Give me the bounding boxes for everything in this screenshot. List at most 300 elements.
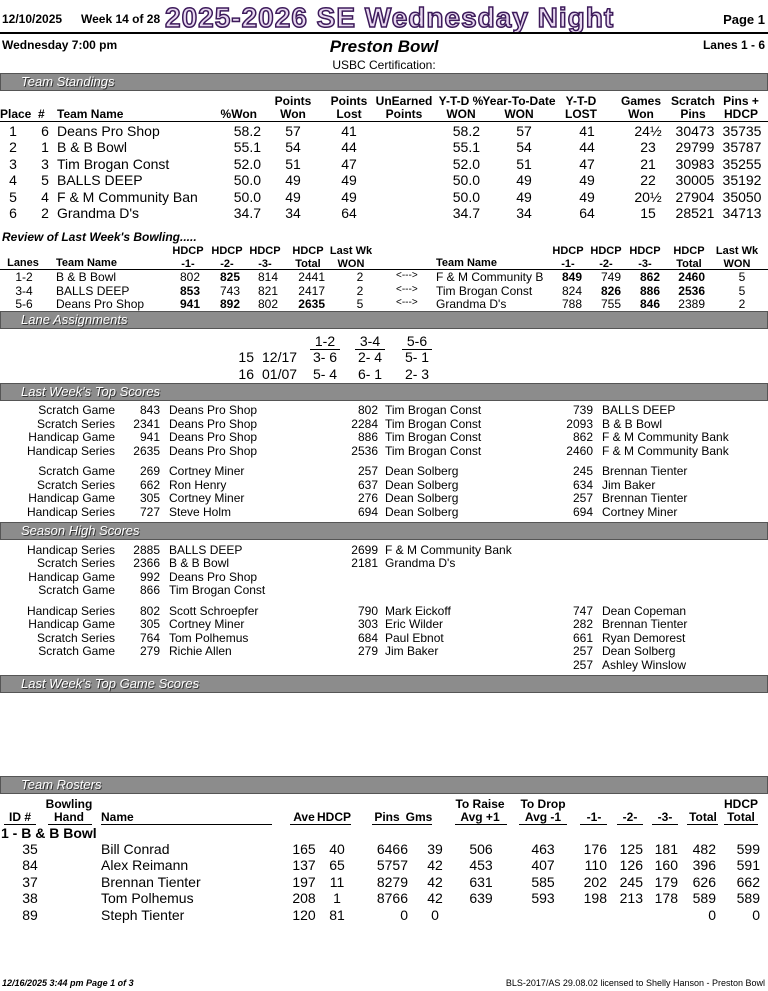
roster-id: 37 (22, 874, 38, 890)
footer-printed: 12/16/2025 3:44 pm Page 1 of 3 (2, 978, 134, 988)
score-name: Dean Solberg (385, 491, 459, 505)
roster-hdcp-total: 591 (736, 857, 760, 873)
standings-cell: 44 (579, 139, 595, 155)
roster-pins: 8766 (376, 890, 408, 906)
roster-id: 89 (22, 907, 38, 923)
lane-pair: 2- 3 (404, 366, 430, 382)
review-title: Review of Last Week's Bowling..... (2, 230, 197, 244)
standings-cell: 4 (41, 189, 49, 205)
roster-total: 0 (708, 907, 716, 923)
roster-drop: 593 (531, 890, 555, 906)
standings-cell: 41 (579, 123, 595, 139)
review-score: 2460 (678, 270, 705, 284)
standings-cell: 50.0 (452, 172, 480, 188)
standings-header: Points Won (274, 94, 312, 121)
standings-cell: Tim Brogan Const (57, 156, 170, 172)
roster-ave: 137 (292, 857, 316, 873)
score-name: Tim Brogan Const (169, 583, 266, 597)
roster-raise: 506 (469, 841, 493, 857)
review-arrow-icon: <---> (396, 284, 418, 295)
usbc-cert: USBC Certification: (332, 58, 436, 72)
review-score: 743 (219, 284, 240, 298)
standings-header: Points Lost (330, 94, 368, 121)
roster-raise: 639 (469, 890, 493, 906)
roster-name: Steph Tienter (101, 907, 185, 923)
standings-cell: 30983 (675, 156, 715, 172)
roster-header: HDCP Total (723, 797, 758, 824)
roster-hdcp: 65 (329, 857, 345, 873)
review-header: HDCP -1- (552, 245, 584, 270)
score-name: Tim Brogan Const (385, 430, 482, 444)
standings-cell: F & M Community Ban (57, 189, 198, 205)
score-name: BALLS DEEP (602, 403, 676, 417)
score-name: Richie Allen (169, 644, 232, 658)
score-value: 866 (139, 583, 160, 597)
score-value: 661 (572, 631, 593, 645)
review-score: 749 (600, 270, 621, 284)
score-name: Brennan Tienter (602, 464, 688, 478)
report-date: 12/10/2025 (2, 12, 63, 26)
roster-id: 84 (22, 857, 38, 873)
review-score: 825 (219, 270, 240, 284)
score-category: Scratch Series (36, 417, 115, 431)
review-score: 2389 (678, 297, 705, 311)
review-score: 862 (639, 270, 660, 284)
score-value: 305 (139, 617, 160, 631)
review-team: B & B Bowl (56, 270, 117, 284)
standings-cell: 1 (41, 139, 49, 155)
standings-cell: 49 (341, 189, 357, 205)
score-value: 637 (357, 478, 378, 492)
score-name: Dean Solberg (385, 478, 459, 492)
review-score: 824 (561, 284, 582, 298)
review-header: HDCP -2- (211, 245, 243, 270)
standings-cell: 4 (9, 172, 17, 188)
review-arrow-icon: <---> (396, 270, 418, 281)
roster-game1: 198 (583, 890, 607, 906)
lane-header: 1-2 (310, 333, 340, 350)
standings-cell: 49 (516, 189, 532, 205)
review-won: 2 (356, 270, 364, 284)
review-score: 2441 (298, 270, 325, 284)
standings-cell: 15 (640, 205, 656, 221)
roster-header-rule (724, 824, 758, 825)
roster-header: -3- (657, 810, 673, 824)
score-name: Deans Pro Shop (169, 417, 258, 431)
roster-header: Ave (293, 810, 315, 824)
standings-cell: BALLS DEEP (57, 172, 143, 188)
roster-name: Brennan Tienter (101, 874, 201, 890)
roster-game1: 110 (584, 857, 607, 873)
standings-header: Pins + HDCP (723, 94, 759, 121)
roster-name: Bill Conrad (101, 841, 170, 857)
roster-id: 35 (22, 841, 38, 857)
roster-hdcp-total: 589 (736, 890, 760, 906)
standings-header: # (38, 107, 45, 121)
score-value: 2341 (133, 417, 160, 431)
standings-cell: 30005 (675, 172, 715, 188)
score-value: 257 (572, 658, 593, 672)
review-lanes: 3-4 (15, 284, 33, 298)
standings-cell: 49 (516, 172, 532, 188)
score-name: BALLS DEEP (169, 543, 243, 557)
standings-cell: 20½ (634, 189, 662, 205)
roster-pins: 5757 (376, 857, 408, 873)
score-name: Eric Wilder (385, 617, 444, 631)
standings-cell: 24½ (634, 123, 662, 139)
score-value: 279 (357, 644, 378, 658)
score-value: 941 (139, 430, 160, 444)
review-score: 821 (257, 284, 278, 298)
review-team: Tim Brogan Const (436, 284, 533, 298)
score-name: Tom Polhemus (169, 631, 249, 645)
score-name: Ron Henry (169, 478, 227, 492)
review-score: 755 (600, 297, 621, 311)
roster-games: 39 (427, 841, 443, 857)
review-header: HDCP -2- (590, 245, 622, 270)
roster-header-rule (580, 824, 607, 825)
standings-cell: 22 (640, 172, 656, 188)
score-name: Tim Brogan Const (385, 444, 482, 458)
review-lanes: 1-2 (15, 270, 33, 284)
roster-game1: 202 (583, 874, 607, 890)
score-value: 269 (139, 464, 160, 478)
roster-drop: 463 (531, 841, 555, 857)
score-category: Handicap Series (26, 604, 115, 618)
roster-header-rule (519, 824, 567, 825)
lane-week: 15 (238, 349, 254, 365)
standings-cell: 30473 (675, 123, 715, 139)
score-value: 694 (357, 505, 378, 519)
score-name: F & M Community Bank (602, 430, 729, 444)
score-name: Dean Copeman (602, 604, 687, 618)
score-name: Cortney Miner (602, 505, 678, 519)
standings-header: Team Name (57, 107, 124, 121)
standings-cell: 64 (579, 205, 595, 221)
section-top-scores: Last Week's Top Scores (0, 383, 768, 401)
lane-date: 12/17 (262, 349, 298, 365)
review-score: 2536 (678, 284, 705, 298)
review-header: HDCP -3- (249, 245, 281, 270)
score-category: Scratch Game (38, 403, 115, 417)
roster-header-rule (652, 824, 678, 825)
roster-team-label: 1 - B & B Bowl (1, 825, 97, 841)
review-score: 846 (639, 297, 660, 311)
lane-date: 01/07 (262, 366, 298, 382)
standings-cell: Grandma D's (57, 205, 140, 221)
standings-cell: 49 (579, 189, 595, 205)
score-value: 802 (357, 403, 378, 417)
score-value: 862 (572, 430, 593, 444)
score-name: Deans Pro Shop (169, 403, 258, 417)
score-name: Ryan Demorest (602, 631, 686, 645)
score-name: Steve Holm (169, 505, 232, 519)
score-name: Deans Pro Shop (169, 570, 258, 584)
score-value: 694 (572, 505, 593, 519)
roster-game1: 176 (583, 841, 607, 857)
roster-header: Gms (405, 810, 433, 824)
score-name: Dean Solberg (385, 464, 459, 478)
roster-hdcp-total: 662 (736, 874, 760, 890)
standings-cell: B & B Bowl (57, 139, 128, 155)
standings-cell: 5 (41, 172, 49, 188)
roster-pins: 8279 (376, 874, 408, 890)
standings-cell: 34.7 (233, 205, 261, 221)
roster-hdcp: 11 (329, 874, 345, 890)
score-category: Scratch Series (36, 631, 115, 645)
roster-total: 396 (692, 857, 716, 873)
standings-cell: 35735 (722, 123, 762, 139)
roster-header: Name (101, 810, 134, 824)
standings-cell: 57 (285, 123, 301, 139)
score-name: F & M Community Bank (385, 543, 512, 557)
review-team: F & M Community B (436, 270, 544, 284)
score-name: Ashley Winslow (602, 658, 687, 672)
review-score: 2635 (298, 297, 325, 311)
standings-cell: 58.2 (452, 123, 480, 139)
standings-cell: 41 (341, 123, 357, 139)
review-score: 853 (179, 284, 200, 298)
standings-cell: 29799 (675, 139, 715, 155)
standings-cell: 34713 (722, 205, 762, 221)
score-name: Deans Pro Shop (169, 444, 258, 458)
score-value: 279 (139, 644, 160, 658)
score-value: 2635 (133, 444, 160, 458)
standings-cell: 2 (9, 139, 17, 155)
score-value: 2181 (351, 556, 378, 570)
roster-header-rule (617, 824, 643, 825)
score-name: Scott Schroepfer (169, 604, 259, 618)
standings-header: %Won (220, 107, 257, 121)
score-category: Handicap Series (26, 543, 115, 557)
roster-games: 0 (431, 907, 439, 923)
standings-cell: 49 (341, 172, 357, 188)
review-score: 886 (639, 284, 660, 298)
roster-header: Total (689, 810, 717, 824)
roster-header: HDCP (316, 810, 351, 824)
score-value: 2284 (351, 417, 378, 431)
score-name: Deans Pro Shop (169, 430, 258, 444)
standings-cell: 51 (516, 156, 532, 172)
footer-license: BLS-2017/AS 29.08.02 licensed to Shelly Hanson - Preston Bowl (505, 978, 765, 988)
score-category: Scratch Series (36, 478, 115, 492)
review-header: Lanes (7, 257, 39, 269)
roster-header: To Raise Avg +1 (455, 797, 505, 824)
review-header: Last Wk WON (329, 245, 373, 270)
review-header: Team Name (436, 257, 497, 269)
review-score: 802 (179, 270, 200, 284)
roster-header-rule (687, 824, 718, 825)
roster-header: Pins (374, 810, 400, 824)
score-value: 843 (139, 403, 160, 417)
roster-games: 42 (427, 890, 443, 906)
score-value: 2536 (351, 444, 378, 458)
review-team: BALLS DEEP (56, 284, 130, 298)
review-header: HDCP -1- (172, 245, 204, 270)
standings-cell: 23 (640, 139, 656, 155)
review-score: 892 (219, 297, 240, 311)
score-value: 257 (572, 491, 593, 505)
section-season-high: Season High Scores (0, 522, 768, 540)
standings-header-rule (0, 121, 768, 122)
score-name: Jim Baker (602, 478, 656, 492)
score-name: Brennan Tienter (602, 617, 688, 631)
standings-cell: 3 (41, 156, 49, 172)
score-value: 276 (357, 491, 378, 505)
roster-hdcp: 40 (329, 841, 345, 857)
score-value: 282 (572, 617, 593, 631)
standings-header: UnEarned Points (375, 94, 433, 121)
roster-game2: 125 (619, 841, 643, 857)
standings-cell: 35050 (722, 189, 762, 205)
lanes-range: Lanes 1 - 6 (702, 38, 765, 52)
roster-total: 589 (692, 890, 716, 906)
roster-game3: 181 (654, 841, 678, 857)
score-value: 303 (357, 617, 378, 631)
roster-header: ID # (8, 810, 31, 824)
roster-raise: 631 (469, 874, 493, 890)
score-category: Handicap Game (28, 491, 115, 505)
section-team-rosters: Team Rosters (0, 776, 768, 794)
lane-header: 5-6 (402, 333, 432, 350)
roster-game2: 126 (619, 857, 643, 873)
lane-pair: 6- 1 (357, 366, 383, 382)
league-banner: 2025-2026 SE Wednesday Night (165, 2, 615, 33)
score-value: 2366 (133, 556, 160, 570)
section-lane-assignments: Lane Assignments (0, 311, 768, 329)
roster-ave: 208 (292, 890, 316, 906)
roster-header-rule (290, 824, 351, 825)
roster-pins: 6466 (376, 841, 408, 857)
standings-cell: 64 (341, 205, 357, 221)
score-value: 662 (139, 478, 160, 492)
score-name: Paul Ebnot (385, 631, 444, 645)
roster-ave: 120 (292, 907, 316, 923)
standings-cell: 44 (341, 139, 357, 155)
score-name: Tim Brogan Const (385, 417, 482, 431)
score-value: 747 (572, 604, 593, 618)
score-value: 2885 (133, 543, 160, 557)
roster-header: -2- (622, 810, 638, 824)
roster-game2: 245 (619, 874, 643, 890)
roster-pins: 0 (400, 907, 408, 923)
standings-cell: 49 (579, 172, 595, 188)
score-value: 245 (572, 464, 593, 478)
standings-cell: 34 (285, 205, 301, 221)
standings-header: Place (0, 107, 32, 121)
review-won: 5 (738, 270, 746, 284)
review-score: 814 (257, 270, 278, 284)
score-category: Handicap Game (28, 430, 115, 444)
score-value: 992 (139, 570, 160, 584)
section-top-game-scores: Last Week's Top Game Scores (0, 675, 768, 693)
roster-name: Tom Polhemus (101, 890, 194, 906)
roster-ave: 197 (292, 874, 316, 890)
score-name: Cortney Miner (169, 617, 245, 631)
roster-hdcp: 81 (329, 907, 345, 923)
standings-cell: 1 (9, 123, 17, 139)
review-team: Deans Pro Shop (56, 297, 145, 311)
standings-cell: 6 (9, 205, 17, 221)
review-score: 941 (179, 297, 200, 311)
standings-header: Games Won (620, 94, 662, 121)
score-value: 790 (357, 604, 378, 618)
standings-cell: 55.1 (233, 139, 261, 155)
page-number: Page 1 (723, 12, 765, 27)
score-name: Cortney Miner (169, 491, 245, 505)
score-name: Cortney Miner (169, 464, 245, 478)
standings-cell: 34 (516, 205, 532, 221)
standings-cell: 35787 (722, 139, 762, 155)
standings-cell: 35255 (722, 156, 762, 172)
roster-hdcp-total: 0 (752, 907, 760, 923)
roster-games: 42 (427, 857, 443, 873)
standings-header: Y-T-D % WON (438, 94, 484, 121)
center-name: Preston Bowl (329, 37, 439, 56)
standings-cell: 52.0 (233, 156, 261, 172)
lane-pair: 5- 1 (404, 349, 430, 365)
score-name: F & M Community Bank (602, 444, 729, 458)
review-won: 2 (356, 284, 364, 298)
lane-week: 16 (238, 366, 254, 382)
score-value: 634 (572, 478, 593, 492)
score-value: 764 (139, 631, 160, 645)
standings-cell: 6 (41, 123, 49, 139)
standings-cell: 49 (285, 189, 301, 205)
standings-cell: 49 (285, 172, 301, 188)
roster-name: Alex Reimann (101, 857, 189, 873)
review-header: Team Name (56, 257, 117, 269)
review-score: 826 (600, 284, 621, 298)
score-value: 886 (357, 430, 378, 444)
roster-drop: 585 (531, 874, 555, 890)
standings-cell: 50.0 (233, 189, 261, 205)
score-name: Tim Brogan Const (385, 403, 482, 417)
score-name: Jim Baker (385, 644, 439, 658)
standings-cell: 5 (9, 189, 17, 205)
week-label: Week 14 of 28 (81, 12, 161, 26)
roster-total: 482 (692, 841, 716, 857)
roster-drop: 407 (531, 857, 555, 873)
score-value: 727 (139, 505, 160, 519)
standings-header: Year-To-Date WON (482, 94, 556, 121)
roster-game3: 160 (654, 857, 678, 873)
standings-cell: 54 (516, 139, 532, 155)
review-score: 2417 (298, 284, 325, 298)
score-name: Brennan Tienter (602, 491, 688, 505)
roster-header-rule (455, 824, 507, 825)
roster-header: Bowling Hand (45, 797, 93, 824)
standings-cell: 50.0 (233, 172, 261, 188)
standings-cell: 47 (341, 156, 357, 172)
score-value: 684 (357, 631, 378, 645)
roster-game3: 178 (654, 890, 678, 906)
score-name: Mark Eickoff (385, 604, 451, 618)
standings-cell: 21 (640, 156, 656, 172)
review-arrow-icon: <---> (396, 297, 418, 308)
roster-total: 626 (692, 874, 716, 890)
review-header: Last Wk WON (715, 245, 759, 270)
score-name: Grandma D's (385, 556, 456, 570)
lane-pair: 3- 6 (312, 349, 338, 365)
score-name: B & B Bowl (602, 417, 663, 431)
roster-game2: 213 (619, 890, 643, 906)
review-won: 5 (356, 297, 364, 311)
roster-hdcp-total: 599 (736, 841, 760, 857)
roster-header: To Drop Avg -1 (520, 797, 566, 824)
roster-hdcp: 1 (333, 890, 341, 906)
standings-cell: 55.1 (452, 139, 480, 155)
